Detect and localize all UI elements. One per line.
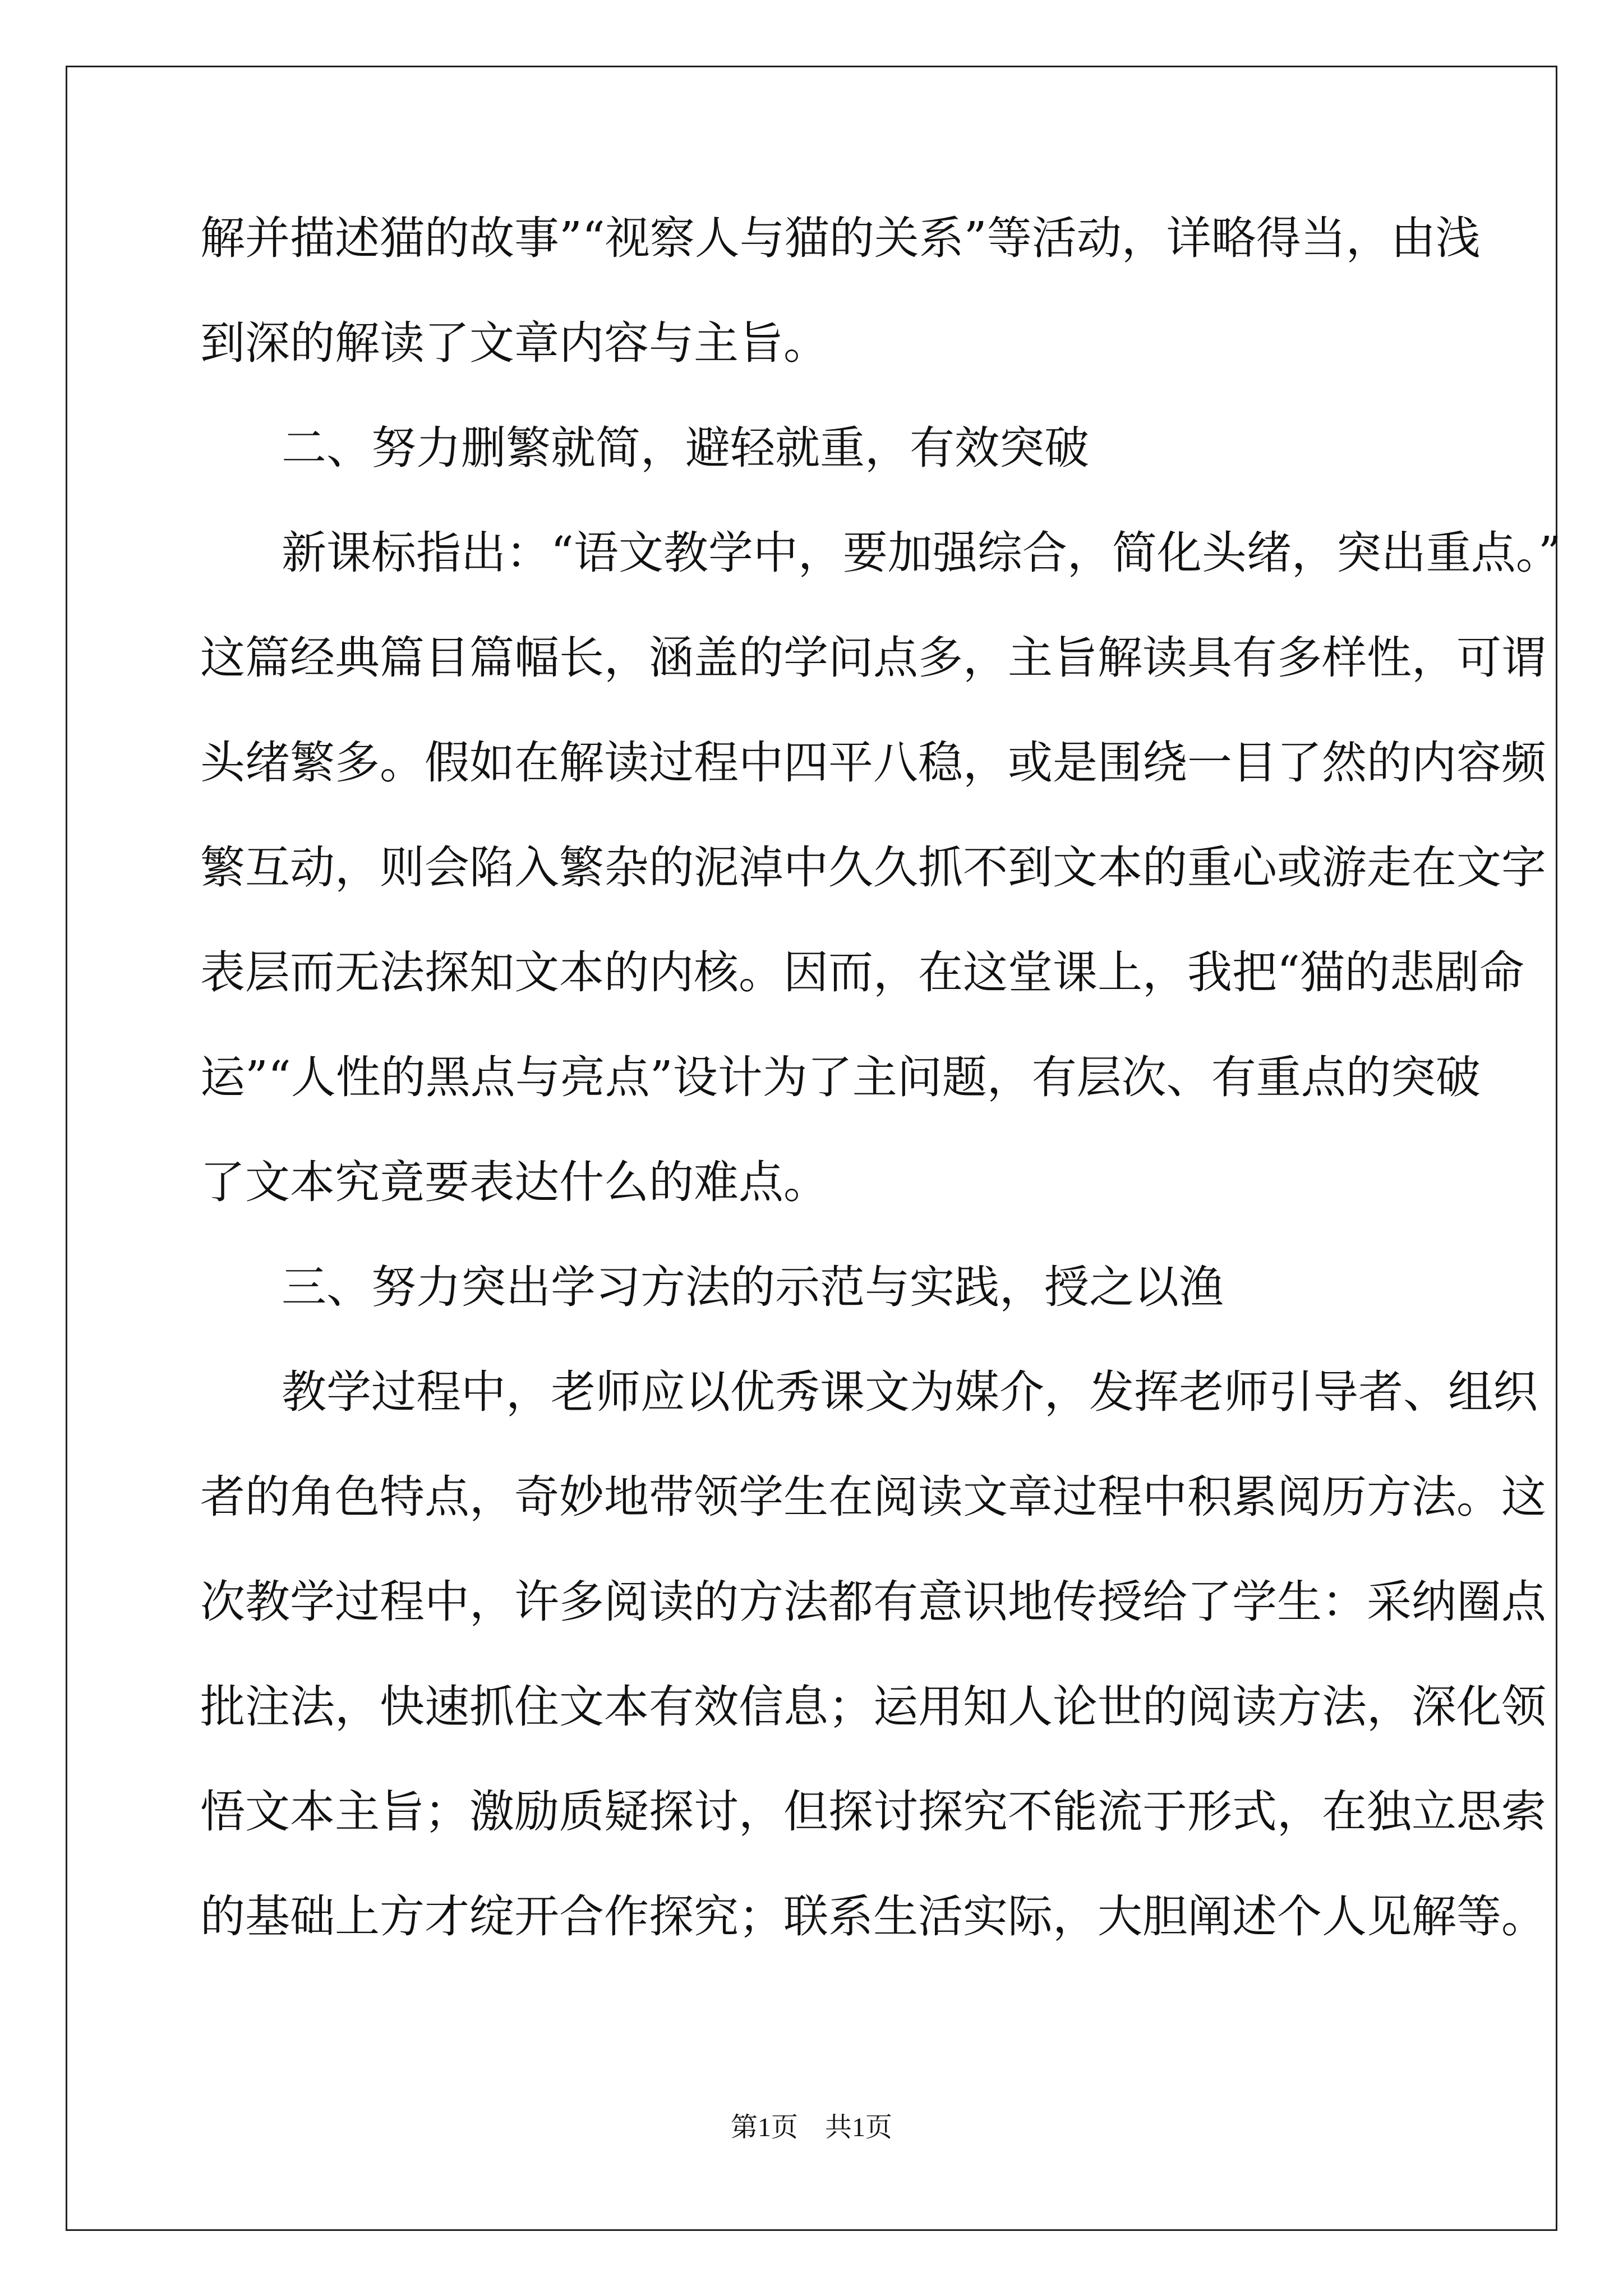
text-line-5: 这篇经典篇目篇幅长，涵盖的学问点多，主旨解读具有多样性，可谓 xyxy=(200,632,1546,684)
text-line-15: 批注法，快速抓住文本有效信息；运用知人论世的阅读方法，深化领 xyxy=(200,1681,1546,1733)
text-line-8: 表层而无法探知文本的内核。因而，在这堂课上，我把“猫的悲剧命 xyxy=(200,946,1524,999)
section-heading-3: 三、努力突出学习方法的示范与实践，授之以渔 xyxy=(282,1261,1224,1313)
text-line-9: 运”“人性的黑点与亮点”设计为了主问题，有层次、有重点的突破 xyxy=(200,1051,1481,1103)
text-line-12: 教学过程中，老师应以优秀课文为媒介，发挥老师引导者、组织 xyxy=(282,1366,1538,1418)
text-line-6: 头绪繁多。假如在解读过程中四平八稳，或是围绕一目了然的内容频 xyxy=(200,737,1546,789)
text-line-16: 悟文本主旨；激励质疑探讨，但探讨探究不能流于形式，在独立思索 xyxy=(200,1786,1546,1838)
text-line-2: 到深的解读了文章内容与主旨。 xyxy=(200,317,828,369)
text-line-7: 繁互动，则会陷入繁杂的泥淖中久久抓不到文本的重心或游走在文字 xyxy=(200,841,1546,894)
section-heading-2: 二、努力删繁就简，避轻就重，有效突破 xyxy=(282,422,1089,474)
text-line-4: 新课标指出：“语文教学中，要加强综合，简化头绪，突出重点。” xyxy=(282,527,1561,579)
text-line-13: 者的角色特点，奇妙地带领学生在阅读文章过程中积累阅历方法。这 xyxy=(200,1471,1546,1523)
text-line-10: 了文本究竟要表达什么的难点。 xyxy=(200,1156,828,1208)
text-line-14: 次教学过程中，许多阅读的方法都有意识地传授给了学生：采纳圈点 xyxy=(200,1576,1546,1628)
text-line-17: 的基础上方才绽开合作探究；联系生活实际，大胆阐述个人见解等。 xyxy=(200,1890,1546,1943)
page-number-footer: 第1页 共1页 xyxy=(730,2113,892,2142)
text-line-1: 解并描述猫的故事”“视察人与猫的关系”等活动，详略得当，由浅 xyxy=(200,212,1481,264)
